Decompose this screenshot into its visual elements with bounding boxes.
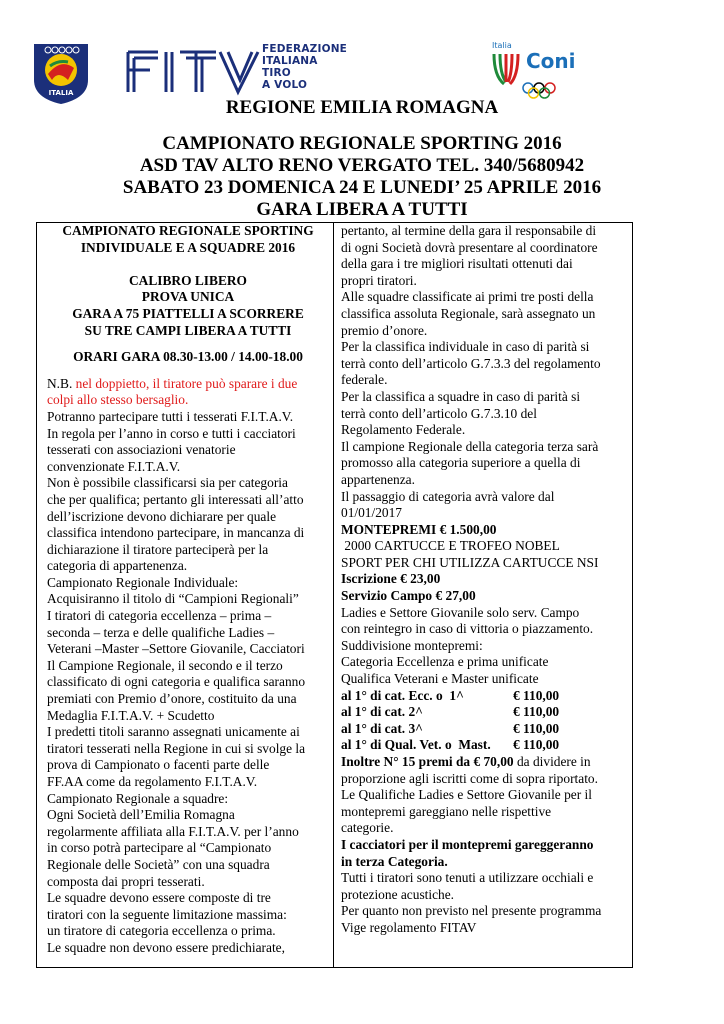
text-line: federale.: [341, 372, 388, 388]
event-title-line: ASD TAV ALTO RENO VERGATO TEL. 340/5680942: [139, 155, 585, 176]
left-column: [47, 223, 329, 957]
text-line: classifica intendono partecipare, in mancanza di: [47, 525, 305, 541]
text-line: Le Qualifiche Ladies e Settore Giovanile per il: [341, 787, 592, 803]
text-line: della gara i tre migliori risultati ottenuti dai: [341, 256, 573, 272]
left-logo-text: ITALIA: [48, 89, 74, 97]
prize-label: al 1° di cat. Ecc. o 1^: [341, 687, 464, 703]
text-line: tiratori con la seguente limitazione massima:: [47, 906, 287, 922]
right-body-text: [341, 605, 627, 688]
cacciatori-note: in terza Categoria.: [341, 853, 448, 869]
coni-word: Coni: [526, 49, 576, 73]
text-line: Campionato Regionale Individuale:: [47, 574, 239, 590]
text-line: Ogni Società dell’Emilia Romagna: [47, 807, 235, 823]
right-column: [341, 223, 627, 937]
text-line: Per la classifica individuale in caso di parità si: [341, 339, 590, 355]
text-line: terrà conto dell’articolo G.7.3.3 del regolamento: [341, 355, 601, 371]
inoltre-bold: Inoltre N° 15 premi da € 70,00: [341, 754, 514, 769]
left-heading: INDIVIDUALE E A SQUADRE 2016: [80, 239, 296, 255]
text-line: prova di Campionato o facenti parte delle: [47, 757, 270, 773]
text-line: classifica assoluta Regionale, sarà assegnato un: [341, 305, 596, 321]
text-line: Potranno partecipare tutti i tesserati F.I.T.A.V.: [47, 408, 294, 424]
prize-amount: € 110,00: [513, 687, 560, 703]
text-line: propri tiratori.: [341, 272, 417, 288]
inoltre-line: [341, 754, 627, 771]
nb-red-text: nel doppietto, il tiratore può sparare i due: [75, 375, 298, 391]
text-line: convenzionate F.I.T.A.V.: [47, 458, 181, 474]
cartucce-line: 2000 CARTUCCE E TROFEO NOBEL: [341, 538, 560, 554]
text-line: montepremi gareggiano nelle rispettive: [341, 803, 552, 819]
left-body-text: [47, 409, 329, 957]
fitav-text-line: TIRO: [262, 67, 291, 79]
text-line: categorie.: [341, 820, 394, 836]
text-line: FF.AA come da regolamento F.I.T.A.V.: [47, 774, 258, 789]
column-divider: [333, 223, 334, 967]
text-line: Il Campione Regionale, il secondo e il terzo: [47, 657, 283, 673]
prize-row: [341, 721, 627, 738]
left-heading: CALIBRO LIBERO: [129, 272, 247, 288]
text-line: Il passaggio di categoria avrà valore dal: [341, 488, 555, 504]
text-line: dell’iscrizione devono dichiarare per quale: [47, 508, 277, 524]
text-line: I tiratori di categoria eccellenza – prima –: [47, 608, 272, 624]
coni-italia-text: Italia: [492, 41, 512, 50]
text-line: I predetti titoli saranno assegnati unicamente ai: [47, 724, 300, 740]
text-line: Categoria Eccellenza e prima unificate: [341, 654, 549, 670]
text-line: Qualifica Veterani e Master unificate: [341, 671, 539, 687]
text-line: appartenenza.: [341, 471, 415, 487]
text-line: categoria di appartenenza.: [47, 558, 188, 574]
iscrizione-fee: Iscrizione € 23,00: [341, 571, 441, 587]
region-title: REGIONE EMILIA ROMAGNA: [225, 97, 499, 118]
prize-row: [341, 704, 627, 721]
event-title-block: [0, 133, 724, 221]
right-body-text: [341, 771, 627, 837]
text-line: Acquisiranno il titolo di “Campioni Regionali”: [47, 591, 299, 607]
text-line: proporzione agli iscritti come di sopra riportato.: [341, 770, 598, 786]
text-line: Ladies e Settore Giovanile solo serv. Campo: [341, 604, 580, 620]
left-heading: CAMPIONATO REGIONALE SPORTING: [62, 223, 314, 238]
text-line: Non è possibile classificarsi sia per categoria: [47, 475, 288, 491]
text-line: dichiarazione il tiratore parteciperà per la: [47, 541, 269, 557]
fitav-text-line: A VOLO: [262, 79, 308, 91]
prize-amount: € 110,00: [513, 737, 560, 753]
text-line: tiratori tesserati nella Regione in cui si svolge la: [47, 740, 306, 756]
text-line: Veterani –Master –Settore Giovanile, Cacciatori: [47, 641, 305, 657]
montepremi-total: MONTEPREMI € 1.500,00: [341, 521, 497, 537]
fitav-federation-name: [262, 43, 347, 91]
coni-logo: [488, 38, 592, 100]
text-line: che per qualifica; pertanto gli interessati all’atto: [47, 491, 304, 507]
text-line: regolarmente affiliata alla F.I.T.A.V. per l’anno: [47, 823, 299, 839]
text-line: Suddivisione montepremi:: [341, 637, 483, 653]
fitav-text-line: ITALIANA: [262, 55, 318, 67]
prize-label: al 1° di cat. 2^: [341, 704, 423, 720]
text-line: protezione acustiche.: [341, 886, 455, 902]
prize-list: [341, 688, 627, 754]
text-line: Tutti i tiratori sono tenuti a utilizzare occhiali e: [341, 870, 594, 886]
text-line: Per la classifica a squadre in caso di parità si: [341, 388, 581, 404]
text-line: premiati con Premio d’onore, costituito da una: [47, 691, 297, 707]
text-line: premio d’onore.: [341, 322, 428, 338]
prize-amount: € 110,00: [513, 720, 560, 736]
text-line: classificato di ogni categoria e qualifica saranno: [47, 674, 306, 690]
text-line: un tiratore di categoria eccellenza o prima.: [47, 923, 276, 939]
text-line: Regionale delle Società” con una squadra: [47, 856, 270, 872]
nb-note: [47, 376, 329, 393]
text-line: tesserati con associazioni venatorie: [47, 442, 236, 458]
nb-label: N.B.: [47, 375, 76, 391]
text-line: Le squadre devono essere composte di tre: [47, 890, 271, 906]
fitav-wordmark-logo: [124, 44, 264, 96]
text-line: Regolamento Federale.: [341, 422, 466, 438]
text-line: 01/01/2017: [341, 505, 403, 521]
text-line: promosso alla categoria superiore a quella di: [341, 455, 581, 471]
text-line: Campionato Regionale a squadre:: [47, 790, 229, 806]
prize-label: al 1° di cat. 3^: [341, 720, 423, 736]
orari-gara: ORARI GARA 08.30-13.00 / 14.00-18.00: [73, 349, 303, 365]
text-line: composta dai propri tesserati.: [47, 873, 205, 889]
text-line: terrà conto dell’articolo G.7.3.10 del: [341, 405, 537, 421]
cacciatori-note: I cacciatori per il montepremi gareggeranno: [341, 836, 594, 852]
text-line: in corso potrà partecipare al “Campionato: [47, 840, 272, 856]
text-line: Vige regolamento FITAV: [341, 919, 477, 935]
event-title-line: GARA LIBERA A TUTTI: [256, 199, 468, 220]
nb-red-text: colpi allo stesso bersaglio.: [47, 392, 189, 408]
event-title-line: CAMPIONATO REGIONALE SPORTING 2016: [162, 133, 562, 154]
text-line: Per quanto non previsto nel presente programma: [341, 903, 602, 919]
prize-label: al 1° di Qual. Vet. o Mast.: [341, 737, 491, 753]
left-heading: SU TRE CAMPI LIBERA A TUTTI: [84, 322, 292, 338]
prize-amount: € 110,00: [513, 704, 560, 720]
text-line: In regola per l’anno in corso e tutti i cacciatori: [47, 425, 296, 441]
prize-row: [341, 688, 627, 705]
left-heading: PROVA UNICA: [141, 289, 235, 305]
right-body-text: [341, 870, 627, 936]
text-line: Le squadre non devono essere predichiarate,: [47, 939, 285, 955]
regulations-table: [36, 222, 633, 968]
fitav-text-line: FEDERAZIONE: [262, 43, 348, 55]
text-line: Alle squadre classificate ai primi tre posti della: [341, 289, 594, 305]
inoltre-rest: da dividere in: [513, 754, 591, 769]
text-line: Il campione Regionale della categoria terza sarà: [341, 438, 599, 454]
servizio-fee: Servizio Campo € 27,00: [341, 588, 476, 604]
cartucce-line: SPORT PER CHI UTILIZZA CARTUCCE NSI: [341, 554, 599, 570]
text-line: pertanto, al termine della gara il responsabile di: [341, 223, 597, 238]
text-line: con reintegro in caso di vittoria o piazzamento.: [341, 621, 594, 637]
text-line: di ogni Società dovrà presentare al coordinatore: [341, 239, 598, 255]
prize-row: [341, 737, 627, 754]
right-body-text: [341, 223, 627, 522]
event-title-line: SABATO 23 DOMENICA 24 E LUNEDI’ 25 APRILE 2016: [122, 177, 602, 198]
text-line: seconda – terza e delle qualifiche Ladies –: [47, 624, 275, 640]
text-line: Medaglia F.I.T.A.V. + Scudetto: [47, 707, 215, 723]
left-heading: GARA A 75 PIATTELLI A SCORRERE: [72, 305, 304, 321]
